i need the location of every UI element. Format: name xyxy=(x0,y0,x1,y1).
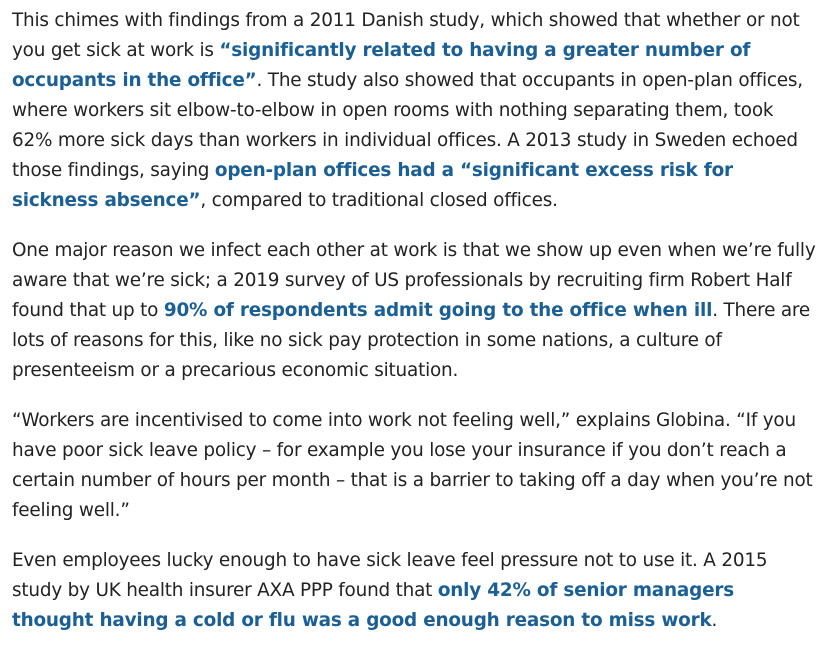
paragraph-text: , compared to traditional closed offices. xyxy=(200,190,558,211)
paragraph-text: . xyxy=(711,610,718,631)
paragraph-text: . There are lots of reasons for this, like no sick pay protection in some nations, a culture of presenteeism or a precarious economic situation. xyxy=(12,300,810,381)
paragraph xyxy=(12,406,816,526)
link-sweden-study[interactable]: open-plan offices had a “significant excess risk for sickness absence” xyxy=(12,160,733,211)
paragraph-text: This chimes with findings from a 2011 Danish study, which showed that whether or not you get sick at work is xyxy=(12,10,800,61)
paragraph xyxy=(12,546,816,636)
link-robert-half-survey[interactable]: 90% of respondents admit going to the office when ill xyxy=(163,300,713,321)
article-body xyxy=(12,6,816,656)
link-danish-study[interactable]: “significantly related to having a greater number of occupants in the office” xyxy=(12,40,751,91)
paragraph-text: “Workers are incentivised to come into work not feeling well,” explains Globina. “If you have poor sick leave policy – for example you lose your insurance if you don’t reach a certain number of hours per month – that is a barrier to taking off a day when you’re not feeling well.” xyxy=(12,410,813,521)
paragraph-text: One major reason we infect each other at work is that we show up even when we’re fully aware that we’re sick; a 2019 survey of US professionals by recruiting firm Robert Half found that up to xyxy=(12,240,816,321)
paragraph-text: Even employees lucky enough to have sick leave feel pressure not to use it. A 2015 study by UK health insurer AXA PPP found that xyxy=(12,550,768,601)
paragraph-text: . The study also showed that occupants in open-plan offices, where workers sit elbow-to-elbow in open rooms with nothing separating them, took 62% more sick days than workers in individual offices. A 2013 study in Sweden echoed those findings, saying xyxy=(12,70,803,181)
paragraph xyxy=(12,236,816,386)
link-axa-ppp-study[interactable]: only 42% of senior managers thought having a cold or flu was a good enough reason to miss work xyxy=(12,580,734,631)
paragraph xyxy=(12,6,816,216)
